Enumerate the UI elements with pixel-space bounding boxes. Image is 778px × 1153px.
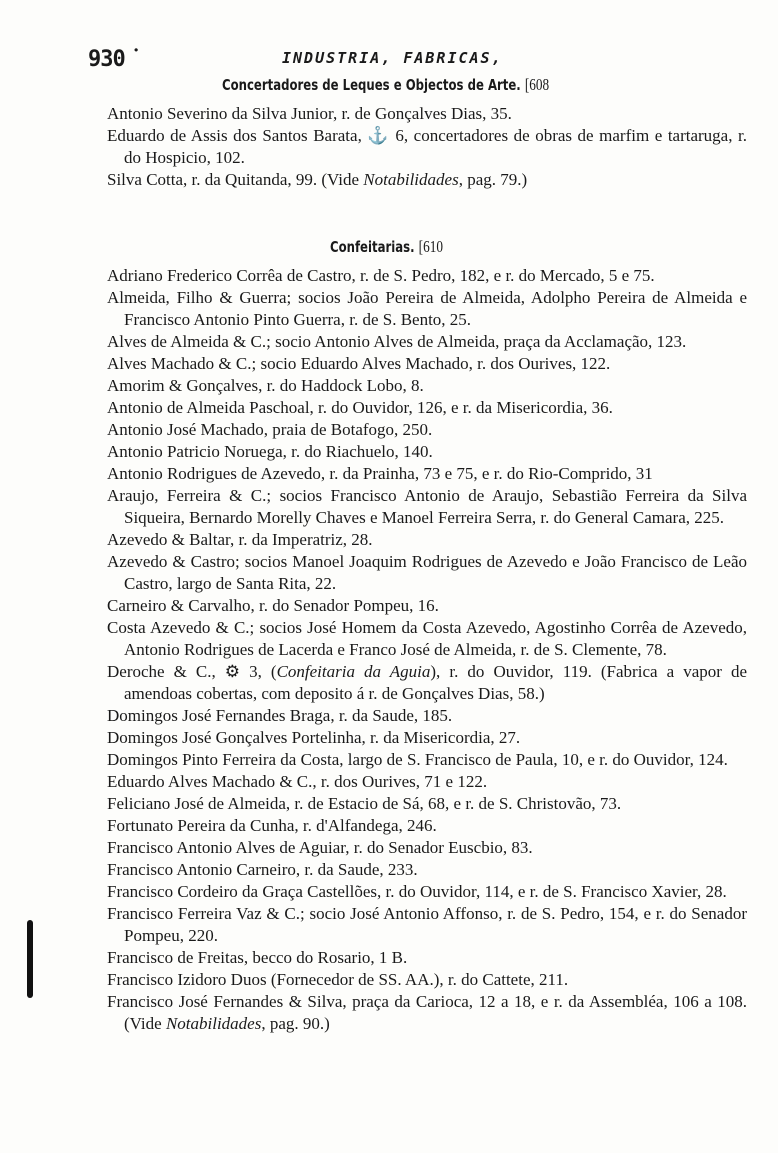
directory-entry: Francisco de Freitas, becco do Rosario, 1 B. (107, 948, 408, 967)
directory-entry: Carneiro & Carvalho, r. do Senador Pompeu, 16. (107, 596, 439, 615)
directory-entry: Francisco Izidoro Duos (Fornecedor de SS. AA.), r. do Cattete, 211. (107, 970, 569, 989)
directory-entry: Azevedo & Castro; socios Manoel Joaquim Rodrigues de Azevedo e João Francisco de Leão Castro, largo de Santa Rita, 22. (107, 552, 747, 593)
directory-entry: Francisco Ferreira Vaz & C.; socio José Antonio Affonso, r. de S. Pedro, 154, e r. do Senador Pompeu, 220. (107, 904, 747, 945)
directory-entry: Domingos José Gonçalves Portelinha, r. da Misericordia, 27. (107, 728, 521, 747)
section-number: [610 (418, 237, 443, 256)
directory-entry: Francisco José Fernandes & Silva, praça da Carioca, 12 a 18, e r. da Assembléa, 106 a 108. (Vide Notabilidades, pag. 90.) (107, 992, 747, 1033)
page-number: 930 (88, 47, 125, 72)
directory-entry: Alves Machado & C.; socio Eduardo Alves Machado, r. dos Ourives, 122. (107, 354, 611, 373)
directory-entry: Feliciano José de Almeida, r. de Estacio de Sá, 68, e r. de S. Christovão, 73. (107, 794, 622, 813)
directory-entry: Amorim & Gonçalves, r. do Haddock Lobo, 8. (107, 376, 424, 395)
section-title: Concertadores de Leques e Objectos de Arte. (222, 76, 521, 94)
directory-entry: Fortunato Pereira da Cunha, r. d'Alfandega, 246. (107, 816, 437, 835)
directory-entry: Domingos Pinto Ferreira da Costa, largo de S. Francisco de Paula, 10, e r. do Ouvidor, 124. (107, 750, 728, 769)
directory-entry: Eduardo de Assis dos Santos Barata, ⚓ 6, concertadores de obras de marfim e tartaruga, r. do Hospicio, 102. (107, 126, 747, 167)
directory-entry: Antonio Severino da Silva Junior, r. de Gonçalves Dias, 35. (107, 104, 512, 123)
italic-reference: Notabilidades (165, 1014, 262, 1033)
directory-entry: Azevedo & Baltar, r. da Imperatriz, 28. (107, 530, 373, 549)
directory-entry: Francisco Cordeiro da Graça Castellões, r. do Ouvidor, 114, e r. de S. Francisco Xavier, 28. (107, 882, 727, 901)
directory-entry: Adriano Frederico Corrêa de Castro, r. de S. Pedro, 182, e r. do Mercado, 5 e 75. (107, 266, 655, 285)
directory-entry: Deroche & C., ⚙ 3, (Confeitaria da Aguia), r. do Ouvidor, 119. (Fabrica a vapor de amendoas cobertas, com deposito á r. de Gonçalves Dias, 58.) (107, 662, 747, 703)
section-title: Confeitarias. (330, 238, 415, 256)
directory-entry: Domingos José Fernandes Braga, r. da Saude, 185. (107, 706, 453, 725)
section-heading (222, 75, 549, 95)
entry-list (107, 265, 747, 1035)
scan-artifact (27, 920, 33, 998)
directory-entry: Francisco Antonio Carneiro, r. da Saude, 233. (107, 860, 418, 879)
section-heading (330, 237, 443, 257)
directory-entry: Francisco Antonio Alves de Aguiar, r. do Senador Euscbio, 83. (107, 838, 533, 857)
directory-entry: Silva Cotta, r. da Quitanda, 99. (Vide Notabilidades, pag. 79.) (107, 170, 528, 189)
directory-entry: Alves de Almeida & C.; socio Antonio Alves de Almeida, praça da Acclamação, 123. (107, 332, 687, 351)
directory-entry: Antonio Patricio Noruega, r. do Riachuelo, 140. (107, 442, 433, 461)
running-head: INDUSTRIA, FABRICAS, (282, 49, 503, 67)
directory-entry: Antonio Rodrigues de Azevedo, r. da Prainha, 73 e 75, e r. do Rio-Comprido, 31 (107, 464, 653, 483)
directory-entry: Antonio de Almeida Paschoal, r. do Ouvidor, 126, e r. da Misericordia, 36. (107, 398, 613, 417)
directory-entry: Eduardo Alves Machado & C., r. dos Ourives, 71 e 122. (107, 772, 488, 791)
directory-entry: Costa Azevedo & C.; socios José Homem da Costa Azevedo, Agostinho Corrêa de Azevedo, Antonio Rodrigues de Lacerda e Franco José de Almeida, r. de S. Clemente, 78. (107, 618, 747, 659)
directory-entry: Almeida, Filho & Guerra; socios João Pereira de Almeida, Adolpho Pereira de Almeida e Francisco Antonio Pinto Guerra, r. de S. Bento, 25. (107, 288, 747, 329)
entry-list (107, 103, 747, 191)
page-number-dot: · (133, 40, 140, 61)
directory-entry: Antonio José Machado, praia de Botafogo, 250. (107, 420, 433, 439)
section-number: [608 (524, 75, 550, 94)
italic-reference: Notabilidades (363, 170, 459, 189)
directory-entry: Araujo, Ferreira & C.; socios Francisco Antonio de Araujo, Sebastião Ferreira da Silva Siqueira, Bernardo Morelly Chaves e Manoel Ferreira Serra, r. do General Camara, 225. (107, 486, 747, 527)
italic-reference: Confeitaria da Aguia (276, 662, 431, 681)
